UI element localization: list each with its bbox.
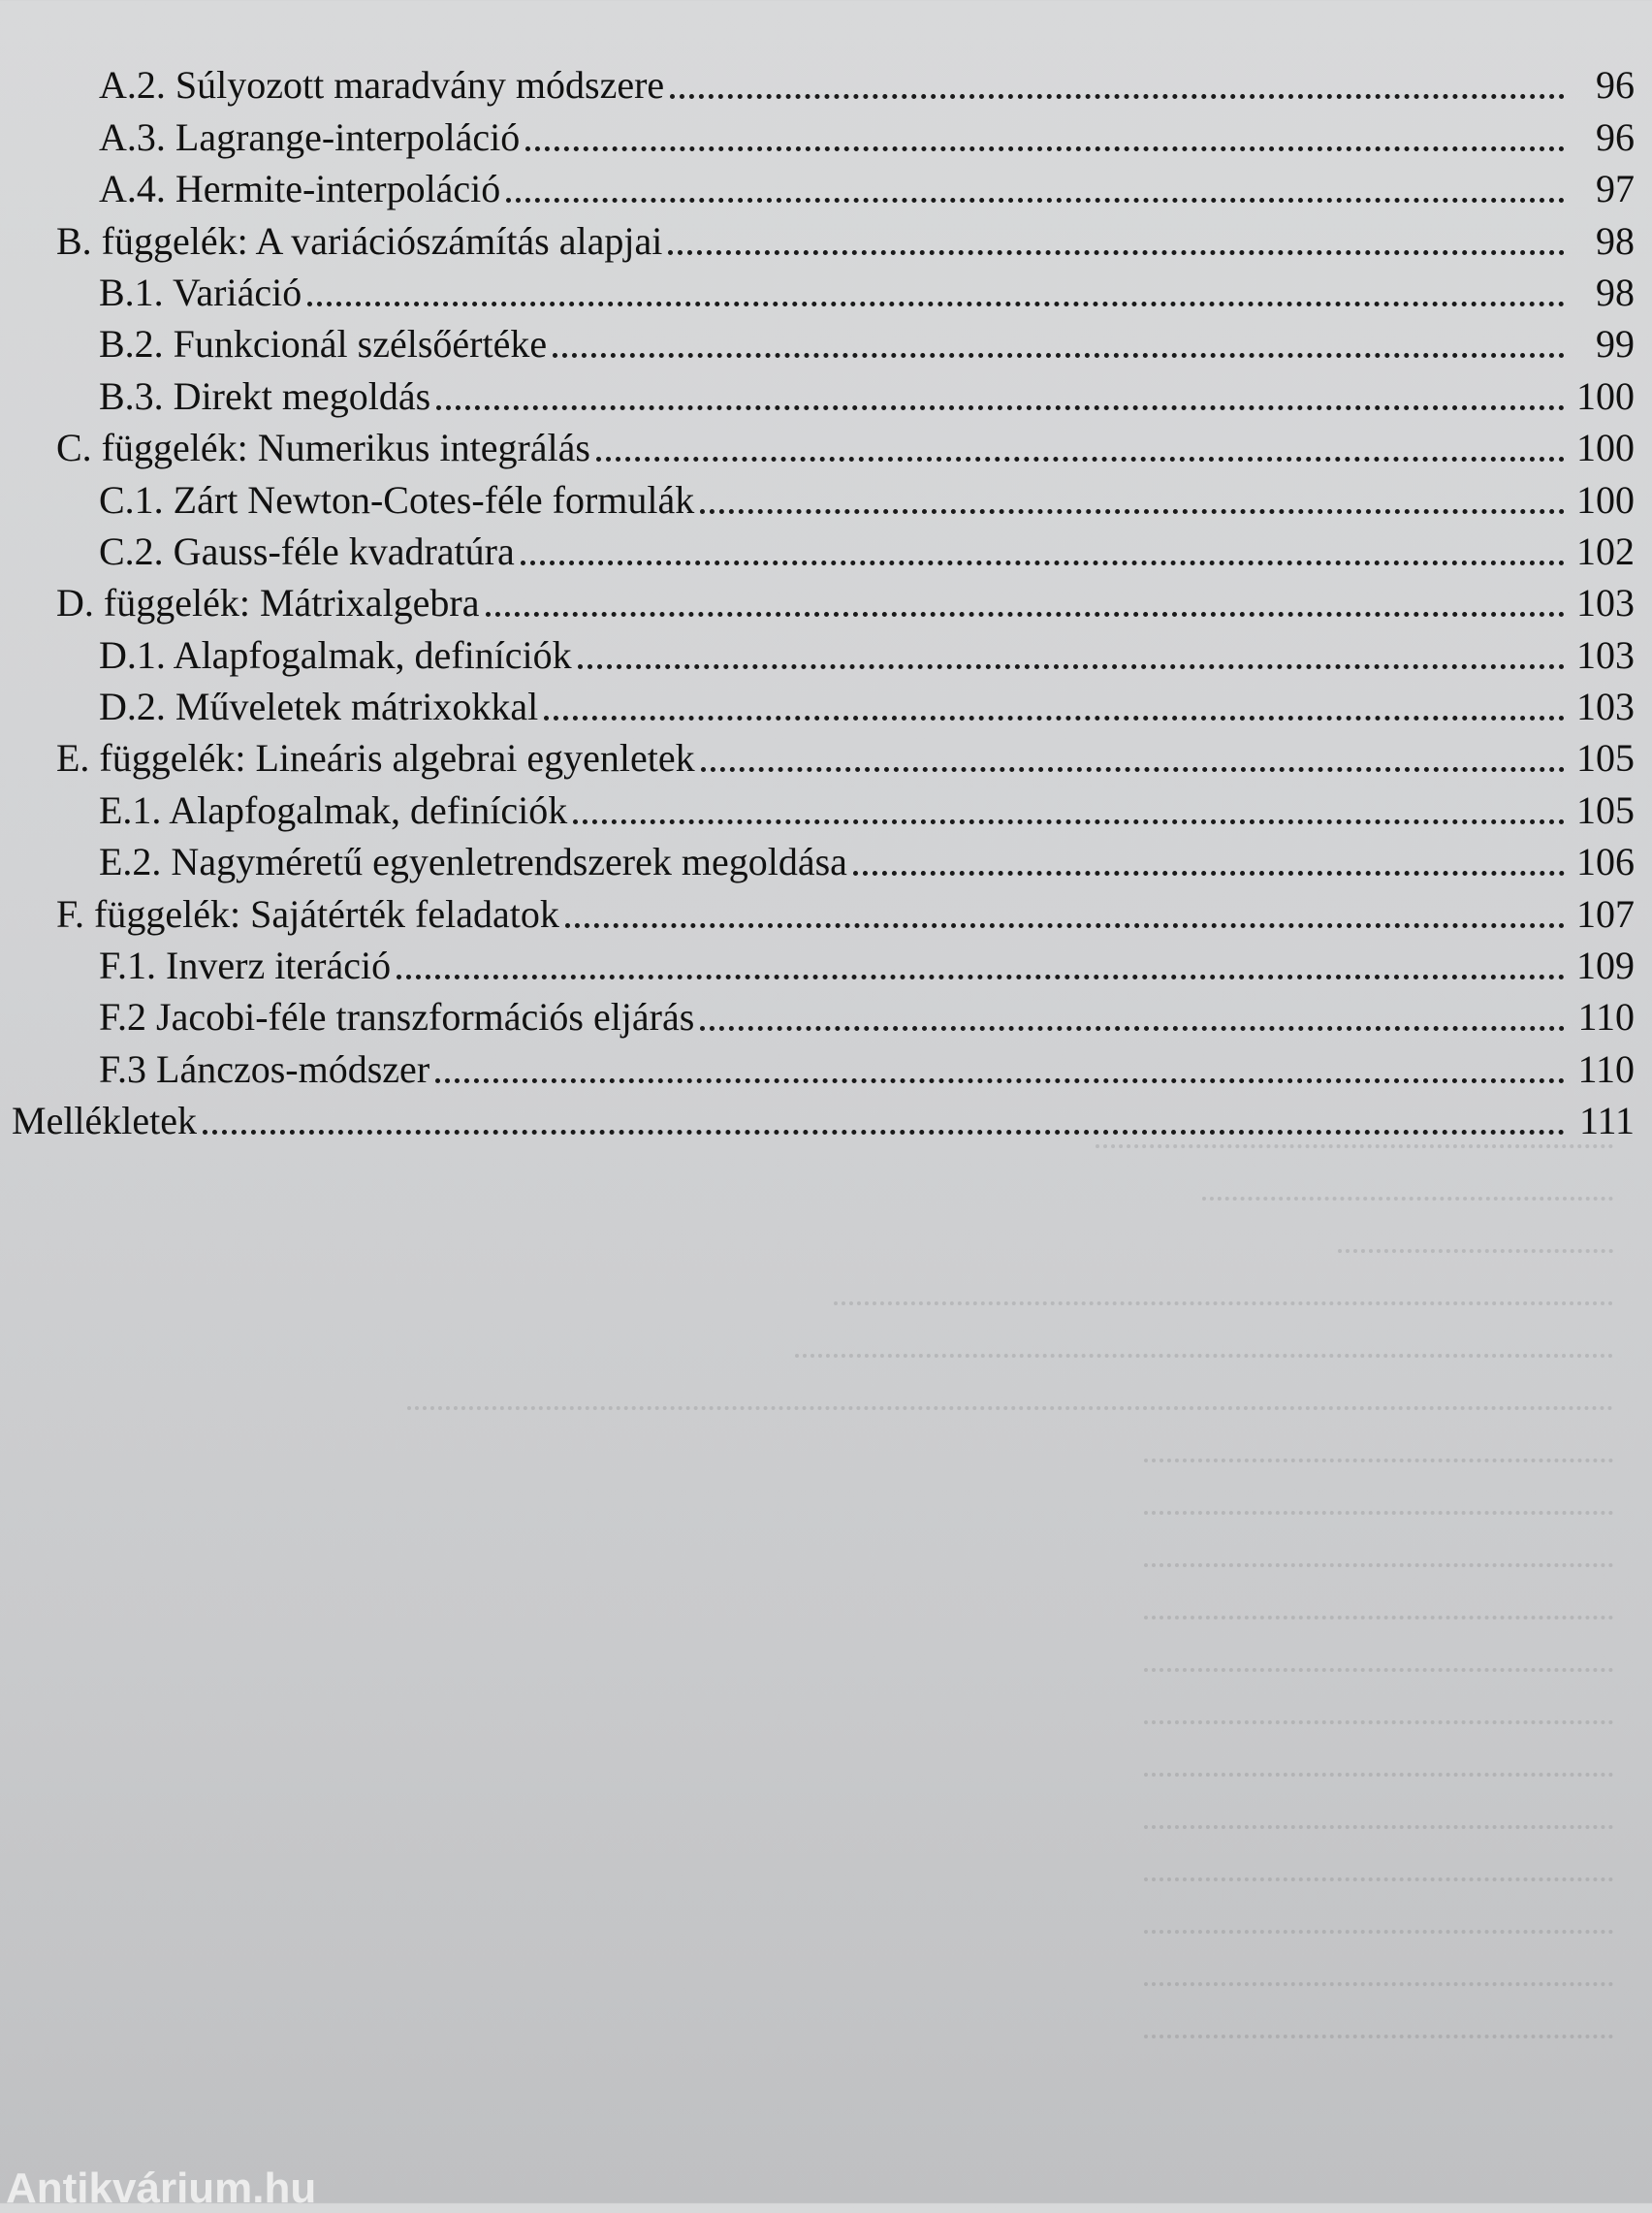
toc-entry	[0, 367, 1652, 418]
toc-entry	[0, 884, 1652, 936]
toc-entry-title: B.1. Variáció	[99, 270, 302, 314]
toc-entry-page-number: 98	[1596, 270, 1635, 314]
dot-leader	[544, 716, 1565, 721]
toc-entry	[0, 678, 1652, 729]
toc-entry	[0, 264, 1652, 315]
toc-entry-title: F. függelék: Sajátérték feladatok	[56, 891, 559, 936]
toc-entry-page-number: 100	[1576, 477, 1635, 522]
dot-leader	[506, 198, 1565, 203]
dot-leader	[486, 612, 1565, 617]
toc-entry-page-number: 109	[1576, 944, 1635, 988]
toc-entry-title: E. függelék: Lineáris algebrai egyenletek	[56, 736, 695, 781]
dot-leader	[670, 94, 1565, 99]
toc-entry	[0, 108, 1652, 159]
toc-entry	[0, 574, 1652, 625]
toc-entry	[0, 419, 1652, 470]
toc-entry-page-number: 103	[1576, 685, 1635, 729]
toc-entry-page-number: 102	[1576, 529, 1635, 573]
toc-entry	[0, 729, 1652, 781]
dot-leader	[700, 1026, 1565, 1031]
toc-entry	[0, 470, 1652, 522]
toc-entry-title: D.1. Alapfogalmak, definíciók	[99, 632, 572, 677]
toc-entry-title: A.3. Lagrange-interpoláció	[99, 114, 521, 159]
toc-entry	[0, 1040, 1652, 1091]
toc-entry-title: B. függelék: A variációszámítás alapjai	[56, 218, 663, 263]
toc-entry-page-number: 97	[1596, 167, 1635, 211]
toc-entry-page-number: 98	[1596, 218, 1635, 263]
toc-entry-page-number: 110	[1577, 995, 1635, 1040]
toc-entry-title: C. függelék: Numerikus integrálás	[56, 426, 590, 470]
dot-leader	[573, 819, 1565, 824]
toc-entry-title: E.1. Alapfogalmak, definíciók	[99, 787, 568, 832]
toc-entry	[0, 56, 1652, 108]
toc-entry-title: Mellékletek	[12, 1099, 198, 1143]
toc-entry	[0, 1092, 1652, 1143]
dot-leader	[436, 405, 1565, 410]
dot-leader	[565, 923, 1565, 928]
toc-entry-title: C.2. Gauss-féle kvadratúra	[99, 529, 515, 573]
toc-entry	[0, 937, 1652, 988]
toc-entry-page-number: 107	[1576, 891, 1635, 936]
toc-entry-page-number: 110	[1577, 1046, 1635, 1091]
toc-entry	[0, 523, 1652, 574]
watermark: Antikvárium.hu	[6, 2165, 317, 2212]
toc-entry	[0, 833, 1652, 884]
toc-entry-title: A.2. Súlyozott maradvány módszere	[99, 63, 665, 108]
toc-entry-page-number: 100	[1576, 426, 1635, 470]
dot-leader	[700, 509, 1565, 514]
dot-leader	[853, 871, 1565, 876]
dot-leader	[435, 1078, 1565, 1083]
dot-leader	[307, 302, 1565, 306]
dot-leader	[397, 975, 1565, 979]
toc-entry-title: B.2. Funkcionál szélsőértéke	[99, 322, 548, 367]
toc-entry-title: E.2. Nagyméretű egyenletrendszerek megoldása	[99, 840, 847, 884]
bleed-through-text	[0, 1125, 1652, 2153]
toc-entry-title: F.3 Lánczos-módszer	[99, 1046, 430, 1091]
toc-entry	[0, 988, 1652, 1040]
toc-entry-page-number: 105	[1576, 787, 1635, 832]
toc-entry	[0, 211, 1652, 263]
dot-leader	[203, 1130, 1565, 1135]
dot-leader	[596, 457, 1565, 462]
toc-entry-page-number: 111	[1578, 1099, 1635, 1143]
toc-entry-page-number: 96	[1596, 114, 1635, 159]
dot-leader	[553, 353, 1565, 358]
toc-entry	[0, 315, 1652, 367]
toc-entry-title: D. függelék: Mátrixalgebra	[56, 581, 480, 625]
toc-entry-page-number: 103	[1576, 632, 1635, 677]
toc-entry-page-number: 100	[1576, 373, 1635, 418]
dot-leader	[525, 146, 1565, 151]
toc-entry-page-number: 99	[1596, 322, 1635, 367]
table-of-contents	[0, 56, 1652, 1143]
dot-leader	[668, 250, 1565, 255]
toc-entry-title: B.3. Direkt megoldás	[99, 373, 431, 418]
toc-entry-page-number: 96	[1596, 63, 1635, 108]
dot-leader	[521, 561, 1565, 565]
toc-entry-title: C.1. Zárt Newton-Cotes-féle formulák	[99, 477, 695, 522]
toc-entry-page-number: 106	[1576, 840, 1635, 884]
toc-entry	[0, 160, 1652, 211]
dot-leader	[578, 664, 1565, 669]
toc-entry	[0, 625, 1652, 677]
toc-entry-page-number: 105	[1576, 736, 1635, 781]
dot-leader	[701, 767, 1565, 772]
toc-entry-title: F.2 Jacobi-féle transzformációs eljárás	[99, 995, 695, 1040]
toc-entry	[0, 781, 1652, 832]
toc-entry-title: A.4. Hermite-interpoláció	[99, 167, 501, 211]
toc-entry-title: D.2. Műveletek mátrixokkal	[99, 685, 539, 729]
toc-entry-page-number: 103	[1576, 581, 1635, 625]
toc-entry-title: F.1. Inverz iteráció	[99, 944, 392, 988]
